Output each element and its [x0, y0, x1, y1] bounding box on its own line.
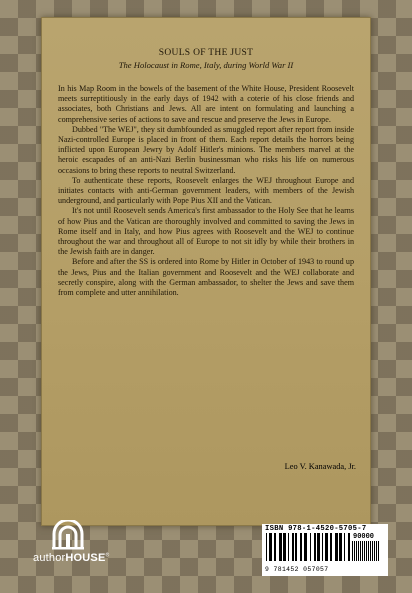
barcode-stripe — [283, 533, 286, 561]
barcode-stripe — [354, 541, 355, 561]
barcode-stripe — [360, 541, 361, 561]
barcode-digits: 9 781452 057057 — [265, 566, 329, 573]
barcode-stripe — [376, 541, 377, 561]
book-title: SOULS OF THE JUST — [158, 48, 254, 58]
publisher-logo — [33, 520, 110, 564]
barcode-stripe — [269, 533, 272, 561]
barcode-stripe — [314, 533, 316, 561]
publisher-name-light: author — [33, 552, 66, 564]
barcode-stripe — [322, 533, 323, 561]
synopsis-paragraph-1: In his Map Room in the bowels of the basement of the White House, President Roosevelt meets surreptitiously in the early days of 1942 with a coterie of his close friends and associates, both Christians and Jews. All are intent on formulating and launching a comprehensive series of actions to save and rescue and preserve the Jews in Europe. — [58, 84, 354, 124]
barcode-stripe — [279, 533, 282, 561]
barcode-stripe — [292, 533, 294, 561]
barcode-stripe — [374, 541, 375, 561]
barcode-main-bars — [265, 533, 351, 561]
barcode-stripe — [356, 541, 357, 561]
barcode-stripe — [358, 541, 359, 561]
isbn-text: ISBN 978-1-4520-5705-7 — [265, 525, 367, 533]
barcode-stripe — [344, 533, 345, 561]
synopsis-paragraph-3: To authenticate these reports, Roosevelt enlarges the WEJ throughout Europe and initiates contacts with anti-German government leaders, with members of the Jewish underground, and particularly with Pope Pius XII and the Vatican. — [58, 175, 354, 206]
barcode-stripe — [335, 533, 338, 561]
barcode-stripe — [352, 541, 353, 561]
publisher-name — [33, 552, 110, 564]
back-cover-panel — [41, 17, 371, 526]
barcode-stripe — [378, 541, 379, 561]
barcode-addon-bars — [351, 541, 381, 561]
barcode-addon-code: 90000 — [353, 533, 375, 541]
authorhouse-arch-logo-icon — [51, 520, 85, 550]
barcode-stripe — [300, 533, 302, 561]
barcode-stripe — [364, 541, 365, 561]
barcode-stripe — [304, 533, 307, 561]
barcode-addon — [351, 533, 381, 566]
barcode-stripe — [370, 541, 371, 561]
barcode-stripe — [266, 533, 267, 561]
barcode-stripe — [274, 533, 276, 561]
barcode-stripe — [348, 533, 350, 561]
synopsis-paragraph-2: Dubbed "The WEJ", they sit dumbfounded as smuggled report after report from inside Nazi-controlled Europe is placed in front of them. Each report details the horrors being inflicted upon European Jewry by Adolf Hitler's minions. The members marvel at the heroic escapades of an anti-Nazi Berlin businessman who risks his life on numerous occasions to bring these reports to neutral Switzerland. — [58, 124, 354, 175]
barcode-stripe — [288, 533, 289, 561]
barcode-stripe — [295, 533, 297, 561]
book-subtitle: The Holocaust in Rome, Italy, during World War II — [118, 60, 294, 70]
barcode-stripe — [325, 533, 328, 561]
synopsis-paragraph-4: It's not until Roosevelt sends America's first ambassador to the Holy See that he learns of how Pius and the Vatican are thoroughly involved and committed to saving the Jews in Rome itself and in Italy, and how Pius agrees with Roosevelt and the WEJ to continue throughout the war and throughout all of Europe to not sit idly by while their brothers in the Jewish faith are in danger. — [58, 206, 354, 257]
barcode-stripe — [366, 541, 367, 561]
publisher-name-bold: HOUSE — [65, 552, 106, 564]
barcode-stripe — [310, 533, 311, 561]
barcode-stripe — [372, 541, 373, 561]
barcode-stripe — [362, 541, 363, 561]
author-name: Leo V. Kanawada, Jr. — [284, 462, 356, 471]
synopsis-paragraph-5: Before and after the SS is ordered into Rome by Hitler in October of 1943 to round up the Jews, Pius and the Italian government and Roosevelt and the WEJ collaborate and secretly conspire, along with the German ambassador, to shelter the Jews and save them from complete and utter annihilation. — [58, 257, 354, 298]
registered-mark: ® — [105, 552, 110, 559]
barcode-stripe — [368, 541, 369, 561]
barcode-stripe — [339, 533, 342, 561]
barcode-stripe — [330, 533, 332, 561]
isbn-barcode — [262, 524, 388, 576]
barcode-bars-row — [265, 533, 385, 566]
barcode-stripe — [317, 533, 320, 561]
